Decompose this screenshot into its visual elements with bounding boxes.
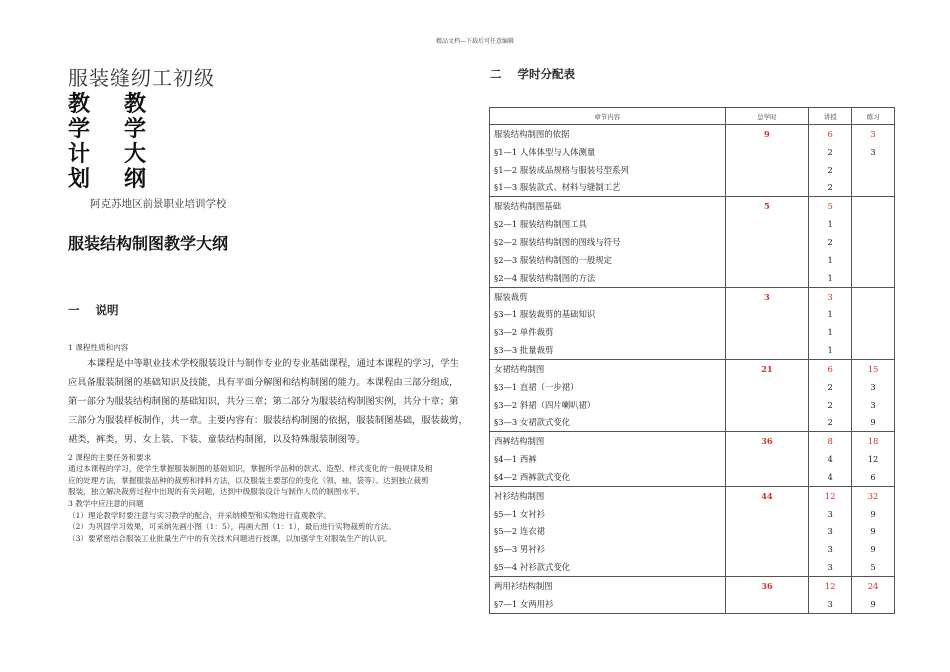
table-row bbox=[490, 341, 895, 359]
table-group-row bbox=[490, 486, 895, 504]
lecture-hours-cell: 12 bbox=[809, 486, 852, 504]
school-name: 阿克苏地区前景职业培训学校 bbox=[90, 198, 227, 210]
chapter-cell: §2—3 服装结构制图的一般规定 bbox=[490, 251, 726, 269]
total-hours-cell bbox=[725, 269, 809, 287]
total-hours-cell bbox=[725, 233, 809, 251]
chapter-cell: §2—1 服装结构制图工具 bbox=[490, 215, 726, 233]
total-hours-cell bbox=[725, 179, 809, 197]
chapter-cell: §2—2 服装结构制图的图线与符号 bbox=[490, 233, 726, 251]
lecture-hours-cell: 6 bbox=[809, 359, 852, 377]
practice-hours-cell: 3 bbox=[852, 125, 895, 143]
practice-hours-cell bbox=[852, 269, 895, 287]
table-row bbox=[490, 161, 895, 179]
table-row bbox=[490, 414, 895, 432]
chapter-cell: §3—1 直裙（一步裙） bbox=[490, 378, 726, 396]
paragraph-line: （3）要紧密结合服装工业批量生产中的有关技术问题进行授课，以加强学生对服装生产的认识。 bbox=[68, 533, 392, 543]
chapter-cell: 女裙结构制图 bbox=[490, 359, 726, 377]
column-header: 总学时 bbox=[725, 108, 809, 125]
practice-hours-cell bbox=[852, 233, 895, 251]
lecture-hours-cell: 2 bbox=[809, 396, 852, 414]
practice-hours-cell: 9 bbox=[852, 414, 895, 432]
lecture-hours-cell: 3 bbox=[809, 595, 852, 613]
lecture-hours-cell: 1 bbox=[809, 251, 852, 269]
practice-hours-cell bbox=[852, 161, 895, 179]
chapter-cell: §4—2 西裤款式变化 bbox=[490, 468, 726, 486]
big-char: 大 bbox=[124, 142, 147, 167]
practice-hours-cell bbox=[852, 251, 895, 269]
practice-hours-cell: 9 bbox=[852, 595, 895, 613]
total-hours-cell bbox=[725, 468, 809, 486]
table-group-row bbox=[490, 125, 895, 143]
total-hours-cell bbox=[725, 341, 809, 359]
big-title-row bbox=[68, 165, 478, 190]
practice-hours-cell bbox=[852, 197, 895, 215]
syllabus-title: 服装结构制图教学大纲 bbox=[68, 234, 229, 253]
chapter-cell: §5—3 男衬衫 bbox=[490, 540, 726, 558]
big-char: 划 bbox=[68, 167, 91, 192]
practice-hours-cell: 18 bbox=[852, 432, 895, 450]
practice-hours-cell: 9 bbox=[852, 505, 895, 523]
paragraph-line: 应具备服装制图的基础知识及技能，具有平面分解图和结构制图的能力。本课程由三部分组成， bbox=[68, 376, 459, 388]
total-hours-cell bbox=[725, 540, 809, 558]
chapter-cell: §1—2 服装成品规格与服装号型系列 bbox=[490, 161, 726, 179]
total-hours-cell: 36 bbox=[725, 432, 809, 450]
practice-hours-cell bbox=[852, 341, 895, 359]
table-group-row bbox=[490, 287, 895, 305]
big-char: 学 bbox=[124, 117, 147, 142]
lecture-hours-cell: 3 bbox=[809, 558, 852, 576]
total-hours-cell bbox=[725, 305, 809, 323]
big-char: 纲 bbox=[124, 167, 147, 192]
practice-hours-cell bbox=[852, 287, 895, 305]
practice-hours-cell: 3 bbox=[852, 378, 895, 396]
paragraph-line: 三部分为服装样板制作，共一章。主要内容有：服装结构制图的依据，服装制图基础，服装裁剪， bbox=[68, 414, 468, 426]
chapter-cell: 服装结构制图基础 bbox=[490, 197, 726, 215]
practice-hours-cell: 9 bbox=[852, 540, 895, 558]
table-row bbox=[490, 305, 895, 323]
chapter-cell: §5—1 女衬衫 bbox=[490, 505, 726, 523]
total-hours-cell bbox=[725, 450, 809, 468]
table-row bbox=[490, 505, 895, 523]
lecture-hours-cell: 1 bbox=[809, 341, 852, 359]
lecture-hours-cell: 5 bbox=[809, 197, 852, 215]
course-description bbox=[68, 354, 478, 449]
table-row bbox=[490, 558, 895, 576]
lecture-hours-cell: 4 bbox=[809, 450, 852, 468]
chapter-cell: 服装结构制图的依据 bbox=[490, 125, 726, 143]
lecture-hours-cell: 1 bbox=[809, 323, 852, 341]
practice-hours-cell: 3 bbox=[852, 143, 895, 161]
lecture-hours-cell: 8 bbox=[809, 432, 852, 450]
paragraph-line: 通过本课程的学习，使学生掌握服装制图的基础知识，掌握所学品种的款式、造型、样式变化的一般规律及相 bbox=[68, 464, 433, 474]
total-hours-cell: 44 bbox=[725, 486, 809, 504]
total-hours-cell bbox=[725, 161, 809, 179]
section-number: 二 bbox=[490, 67, 502, 81]
table-row bbox=[490, 523, 895, 541]
practice-hours-cell: 9 bbox=[852, 523, 895, 541]
total-hours-cell: 3 bbox=[725, 287, 809, 305]
table-row bbox=[490, 378, 895, 396]
lecture-hours-cell: 2 bbox=[809, 378, 852, 396]
big-char: 计 bbox=[68, 142, 91, 167]
column-header: 练习 bbox=[852, 108, 895, 125]
total-hours-cell bbox=[725, 215, 809, 233]
big-title-block bbox=[68, 90, 478, 190]
total-hours-cell bbox=[725, 378, 809, 396]
table-group-row bbox=[490, 432, 895, 450]
lecture-hours-cell: 12 bbox=[809, 577, 852, 595]
lecture-hours-cell: 3 bbox=[809, 505, 852, 523]
chapter-cell: §5—2 连衣裙 bbox=[490, 523, 726, 541]
chapter-cell: §3—1 服装裁剪的基础知识 bbox=[490, 305, 726, 323]
section-number: 一 bbox=[68, 303, 80, 317]
paragraph-line: 服装，独立解决裁剪过程中出现的有关问题，达到中级服装设计与制作人员的制图水平。 bbox=[68, 487, 365, 497]
lecture-hours-cell: 2 bbox=[809, 179, 852, 197]
page-header: 精品文档---下载后可任意编辑 bbox=[435, 38, 515, 45]
table-row bbox=[490, 269, 895, 287]
table-header-row bbox=[490, 108, 895, 125]
big-char: 学 bbox=[68, 117, 91, 142]
lecture-hours-cell: 4 bbox=[809, 468, 852, 486]
chapter-cell: §3—2 斜裙（四片喇叭裙） bbox=[490, 396, 726, 414]
practice-hours-cell bbox=[852, 215, 895, 233]
subsection-heading: 1 课程性质和内容 bbox=[68, 343, 129, 352]
table-group-row bbox=[490, 359, 895, 377]
table-group-row bbox=[490, 197, 895, 215]
chapter-cell: §3—3 批量裁剪 bbox=[490, 341, 726, 359]
practice-hours-cell bbox=[852, 305, 895, 323]
chapter-cell: §5—4 衬衫款式变化 bbox=[490, 558, 726, 576]
left-column bbox=[68, 62, 478, 544]
table-group-row bbox=[490, 577, 895, 595]
table-row bbox=[490, 143, 895, 161]
lecture-hours-cell: 1 bbox=[809, 305, 852, 323]
paragraph-line: 第一部分为服装结构制图的基础知识，共分三章；第二部分为服装结构制图实例，共分十章；第 bbox=[68, 395, 459, 407]
table-row bbox=[490, 233, 895, 251]
total-hours-cell bbox=[725, 505, 809, 523]
practice-hours-cell: 6 bbox=[852, 468, 895, 486]
practice-hours-cell: 3 bbox=[852, 396, 895, 414]
chapter-cell: 西裤结构制图 bbox=[490, 432, 726, 450]
table-row bbox=[490, 251, 895, 269]
practice-hours-cell: 5 bbox=[852, 558, 895, 576]
total-hours-cell bbox=[725, 396, 809, 414]
column-header: 章节内容 bbox=[490, 108, 726, 125]
big-char: 教 bbox=[68, 92, 91, 117]
table-row bbox=[490, 595, 895, 613]
lecture-hours-cell: 2 bbox=[809, 143, 852, 161]
paragraph-line: 裙类，裤类，男、女上装、下装、童装结构制图，以及特殊服装制图等。 bbox=[68, 433, 366, 445]
total-hours-cell bbox=[725, 523, 809, 541]
lecture-hours-cell: 3 bbox=[809, 540, 852, 558]
column-header: 讲授 bbox=[809, 108, 852, 125]
lecture-hours-cell: 6 bbox=[809, 125, 852, 143]
chapter-cell: §1—1 人体体型与人体测量 bbox=[490, 143, 726, 161]
lecture-hours-cell: 2 bbox=[809, 161, 852, 179]
lecture-hours-cell: 3 bbox=[809, 287, 852, 305]
lecture-hours-cell: 2 bbox=[809, 233, 852, 251]
practice-hours-cell: 32 bbox=[852, 486, 895, 504]
practice-hours-cell bbox=[852, 323, 895, 341]
total-hours-cell bbox=[725, 143, 809, 161]
lecture-hours-cell: 1 bbox=[809, 215, 852, 233]
paragraph-line: 本课程是中等职业技术学校服装设计与制作专业的专业基础课程，通过本课程的学习，学生 bbox=[87, 357, 459, 369]
total-hours-cell: 5 bbox=[725, 197, 809, 215]
total-hours-cell bbox=[725, 595, 809, 613]
big-char: 教 bbox=[124, 92, 147, 117]
chapter-cell: §7—1 女两用衫 bbox=[490, 595, 726, 613]
paragraph-line: 应的处理方法，掌握服装品种的裁剪和排料方法，以及服装主要部位的变化（领、袖、袋等）。达到独立裁剪 bbox=[68, 475, 429, 485]
table-row bbox=[490, 540, 895, 558]
practice-hours-cell: 24 bbox=[852, 577, 895, 595]
subsection-heading: 2 课程的主要任务和要求 bbox=[68, 452, 152, 462]
table-row bbox=[490, 215, 895, 233]
total-hours-cell: 21 bbox=[725, 359, 809, 377]
chapter-cell: §3—3 女裙款式变化 bbox=[490, 414, 726, 432]
chapter-cell: §2—4 服装结构制图的方法 bbox=[490, 269, 726, 287]
lecture-hours-cell: 3 bbox=[809, 523, 852, 541]
practice-hours-cell: 12 bbox=[852, 450, 895, 468]
paragraph-line: （2）为巩固学习效果，可采纳先画小图（1：5），再画大图（1：1），最后进行实物裁剪的方法。 bbox=[68, 522, 396, 532]
table-row bbox=[490, 396, 895, 414]
document-title: 服装缝纫工初级 bbox=[68, 66, 215, 90]
table-row bbox=[490, 468, 895, 486]
chapter-cell: 服装裁剪 bbox=[490, 287, 726, 305]
table-row bbox=[490, 450, 895, 468]
chapter-cell: §1—3 服装款式、材料与缝制工艺 bbox=[490, 179, 726, 197]
total-hours-cell bbox=[725, 558, 809, 576]
section-heading-explanation bbox=[68, 302, 478, 318]
chapter-cell: §4—1 西裤 bbox=[490, 450, 726, 468]
lecture-hours-cell: 1 bbox=[809, 269, 852, 287]
section-heading-hours bbox=[490, 66, 575, 82]
lecture-hours-cell: 2 bbox=[809, 414, 852, 432]
table-row bbox=[490, 179, 895, 197]
table-row bbox=[490, 323, 895, 341]
chapter-cell: 两用衫结构制图 bbox=[490, 577, 726, 595]
total-hours-cell: 36 bbox=[725, 577, 809, 595]
practice-hours-cell bbox=[852, 179, 895, 197]
hours-table bbox=[489, 107, 895, 614]
section-label: 说明 bbox=[95, 303, 119, 317]
paragraph-line: （1）理论教学时要注意与实习教学的配合，并采纳模型和实物进行直观教学。 bbox=[68, 510, 332, 520]
chapter-cell: §3—2 单件裁剪 bbox=[490, 323, 726, 341]
total-hours-cell bbox=[725, 323, 809, 341]
total-hours-cell: 9 bbox=[725, 125, 809, 143]
section-label: 学时分配表 bbox=[517, 67, 575, 81]
total-hours-cell bbox=[725, 251, 809, 269]
subsection-heading: 3 教学中应注意的问题 bbox=[68, 498, 144, 508]
chapter-cell: 衬衫结构制图 bbox=[490, 486, 726, 504]
practice-hours-cell: 15 bbox=[852, 359, 895, 377]
total-hours-cell bbox=[725, 414, 809, 432]
